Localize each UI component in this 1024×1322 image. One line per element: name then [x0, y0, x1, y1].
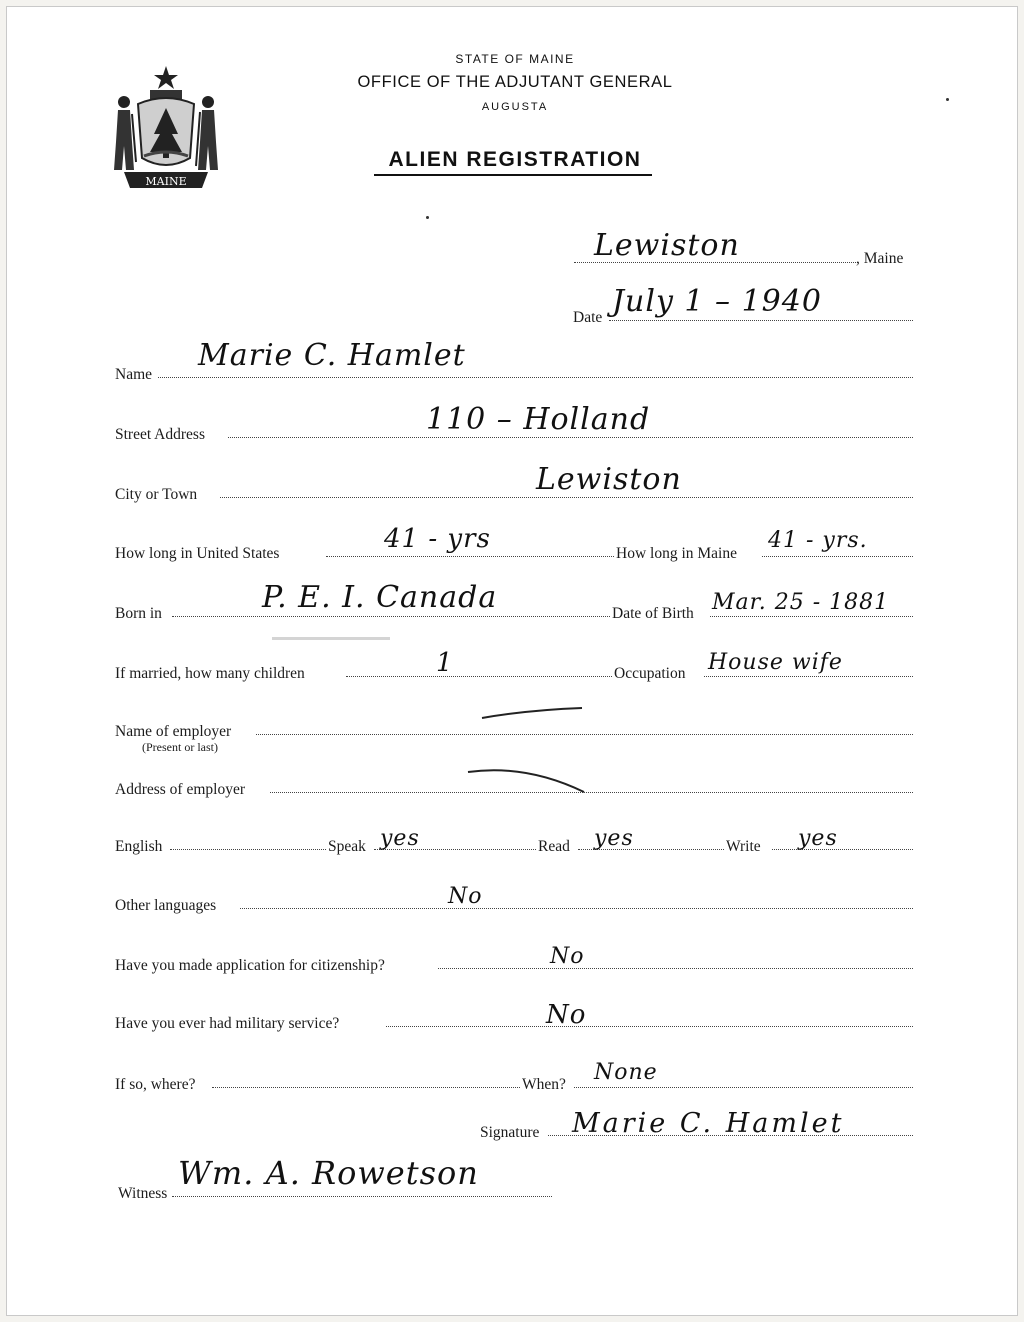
citizenship-label: Have you made application for citizenship? — [115, 957, 385, 974]
form-page — [6, 6, 1018, 1316]
maine-label: , Maine — [856, 250, 904, 267]
occupation-value: House wife — [708, 650, 843, 675]
form-title: ALIEN REGISTRATION — [388, 148, 642, 171]
born-in-value: P. E. I. Canada — [262, 580, 498, 615]
children-value: 1 — [436, 648, 454, 678]
signature-label: Signature — [480, 1124, 540, 1141]
name-value: Marie C. Hamlet — [198, 338, 466, 373]
employer-address-dash — [466, 764, 590, 794]
city-label: City or Town — [115, 486, 198, 503]
header-state: STATE OF MAINE — [455, 52, 575, 66]
employer-name-dash — [478, 704, 588, 724]
title-underline — [374, 174, 652, 176]
signature-value: Marie C. Hamlet — [572, 1108, 845, 1139]
employer-name-note: (Present or last) — [142, 740, 218, 754]
when-value: None — [594, 1060, 658, 1085]
other-languages-value: No — [448, 884, 483, 909]
when-label: When? — [522, 1076, 566, 1093]
employer-name-label: Name of employer — [115, 723, 232, 740]
scan-speck — [946, 98, 949, 101]
write-label: Write — [726, 838, 761, 855]
citizenship-line — [438, 968, 913, 969]
employer-name-line — [256, 734, 913, 735]
scan-speck — [426, 216, 429, 219]
date-label: Date — [573, 309, 603, 326]
name-line — [158, 377, 913, 378]
years-us-value: 41 - yrs — [384, 524, 491, 554]
svg-text:MAINE: MAINE — [145, 175, 187, 188]
military-value: No — [546, 1000, 587, 1030]
years-maine-label: How long in Maine — [616, 545, 737, 562]
speak-value: yes — [380, 826, 420, 851]
years-maine-value: 41 - yrs. — [768, 528, 868, 553]
born-in-label: Born in — [115, 605, 162, 622]
write-value: yes — [798, 826, 838, 851]
other-languages-label: Other languages — [115, 897, 217, 914]
date-line — [609, 320, 913, 321]
when-line — [574, 1087, 913, 1088]
header-office: OFFICE OF THE ADJUTANT GENERAL — [357, 73, 673, 91]
years-us-label: How long in United States — [115, 545, 280, 562]
witness-value: Wm. A. Rowetson — [178, 1154, 479, 1192]
children-line — [346, 676, 612, 677]
military-line — [386, 1026, 913, 1027]
name-label: Name — [115, 366, 153, 383]
witness-line — [172, 1196, 552, 1197]
military-label: Have you ever had military service? — [115, 1015, 340, 1032]
street-address-line — [228, 437, 913, 438]
english-label: English — [115, 838, 163, 855]
dob-line — [710, 616, 913, 617]
city-value: Lewiston — [536, 462, 682, 497]
citizenship-value: No — [550, 944, 585, 969]
town-value: Lewiston — [594, 228, 740, 263]
other-languages-line — [240, 908, 913, 909]
date-value: July 1 – 1940 — [612, 284, 822, 319]
occupation-label: Occupation — [614, 665, 686, 682]
english-line — [170, 849, 326, 850]
read-value: yes — [594, 826, 634, 851]
years-maine-line — [762, 556, 913, 557]
where-label: If so, where? — [115, 1076, 196, 1093]
years-us-line — [326, 556, 614, 557]
street-address-value: 110 – Holland — [426, 402, 651, 437]
employer-address-label: Address of employer — [115, 781, 245, 798]
read-label: Read — [538, 838, 570, 855]
where-line — [212, 1087, 520, 1088]
city-line — [220, 497, 913, 498]
born-in-line — [172, 616, 610, 617]
witness-label: Witness — [118, 1185, 168, 1202]
occupation-line — [704, 676, 913, 677]
header-city: AUGUSTA — [481, 101, 549, 113]
eraser-smudge — [272, 637, 390, 640]
maine-state-seal-icon — [110, 62, 222, 192]
street-address-label: Street Address — [115, 426, 205, 443]
employer-address-line — [270, 792, 913, 793]
dob-value: Mar. 25 - 1881 — [712, 590, 890, 615]
dob-label: Date of Birth — [612, 605, 694, 622]
speak-label: Speak — [328, 838, 366, 855]
write-line — [772, 849, 913, 850]
children-label: If married, how many children — [115, 665, 305, 682]
